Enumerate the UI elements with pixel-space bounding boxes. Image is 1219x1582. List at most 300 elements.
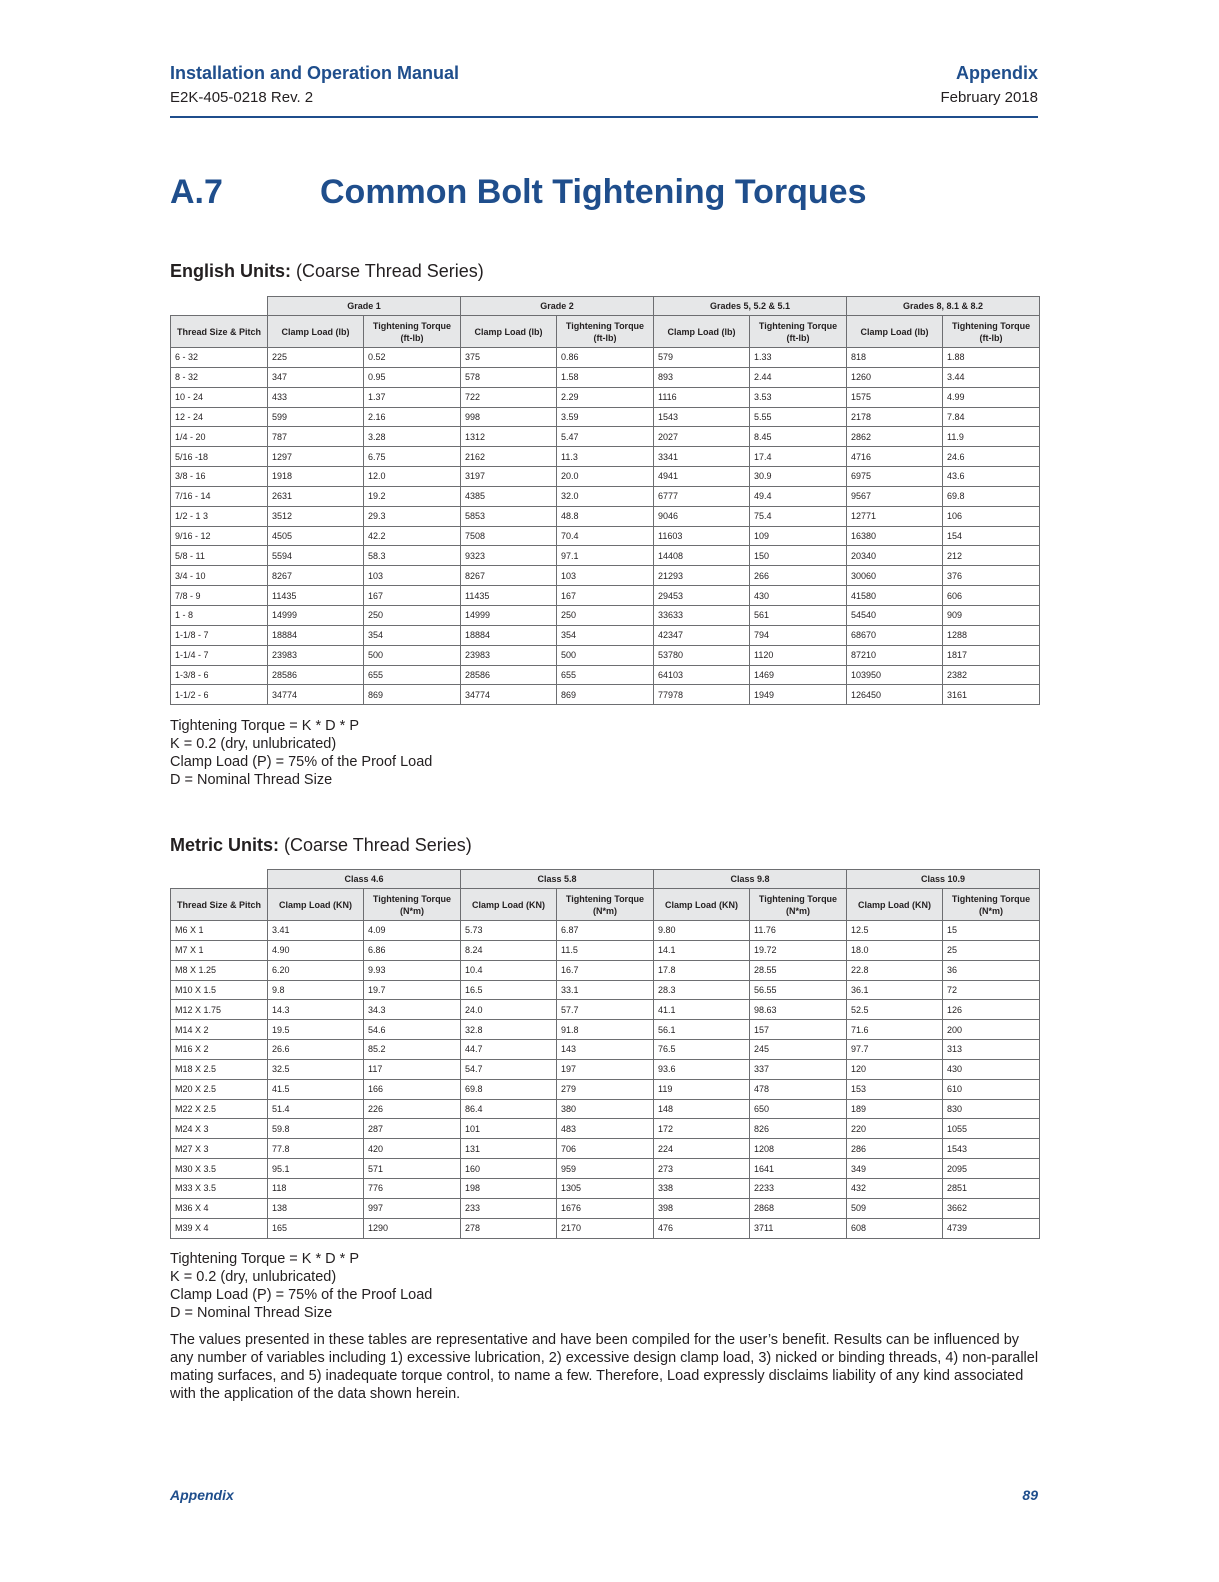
table-cell: 5.55 (750, 407, 847, 427)
table-cell: 20340 (847, 546, 943, 566)
thread-size-cell: M10 X 1.5 (171, 980, 268, 1000)
column-header: Tightening Torque (N*m) (750, 889, 847, 921)
table-cell: 86.4 (461, 1099, 557, 1119)
table-cell: 787 (268, 427, 364, 447)
table-cell: 58.3 (364, 546, 461, 566)
table-cell: 77.8 (268, 1139, 364, 1159)
table-cell: 1055 (943, 1119, 1040, 1139)
table-row (171, 940, 1040, 960)
table-cell: 9.80 (654, 921, 750, 941)
note-line: D = Nominal Thread Size (170, 1305, 333, 1321)
table-cell: 250 (364, 605, 461, 625)
table-cell: 8267 (461, 566, 557, 586)
table-cell: 500 (557, 645, 654, 665)
table-cell: 2170 (557, 1218, 654, 1238)
table-cell: 18884 (461, 625, 557, 645)
table-cell: 830 (943, 1099, 1040, 1119)
table-cell: 28586 (461, 665, 557, 685)
column-header: Clamp Load (lb) (268, 316, 364, 348)
table-cell: 28.55 (750, 960, 847, 980)
table-cell: 18884 (268, 625, 364, 645)
thread-size-cell: 1 - 8 (171, 605, 268, 625)
group-header: Grades 5, 5.2 & 5.1 (654, 297, 847, 316)
table-row (171, 921, 1040, 941)
table-cell: 36 (943, 960, 1040, 980)
table-cell: 4941 (654, 467, 750, 487)
table-cell: 338 (654, 1178, 750, 1198)
table-cell: 24.0 (461, 1000, 557, 1020)
table-cell: 224 (654, 1139, 750, 1159)
table-cell: 5.73 (461, 921, 557, 941)
table-cell: 5.47 (557, 427, 654, 447)
page-number: 89 (1022, 1487, 1038, 1503)
table-cell: 3.28 (364, 427, 461, 447)
column-header: Clamp Load (lb) (654, 316, 750, 348)
thread-size-cell: M33 X 3.5 (171, 1178, 268, 1198)
table-cell: 68670 (847, 625, 943, 645)
table-cell: 97.7 (847, 1040, 943, 1060)
thread-size-cell: M39 X 4 (171, 1218, 268, 1238)
table-row (171, 625, 1040, 645)
table-cell: 17.4 (750, 447, 847, 467)
table-cell: 375 (461, 348, 557, 368)
thread-size-cell: M27 X 3 (171, 1139, 268, 1159)
table-cell: 571 (364, 1159, 461, 1179)
table-cell: 26.6 (268, 1040, 364, 1060)
table-cell: 77978 (654, 685, 750, 705)
thread-size-cell: M36 X 4 (171, 1198, 268, 1218)
table-cell: 14408 (654, 546, 750, 566)
table-cell: 1817 (943, 645, 1040, 665)
thread-size-cell: 7/16 - 14 (171, 486, 268, 506)
table-cell: 41.5 (268, 1079, 364, 1099)
table-row (171, 387, 1040, 407)
table-cell: 869 (557, 685, 654, 705)
table-cell: 32.0 (557, 486, 654, 506)
thread-size-cell: M7 X 1 (171, 940, 268, 960)
table-cell: 101 (461, 1119, 557, 1139)
table-row (171, 605, 1040, 625)
table-cell: 826 (750, 1119, 847, 1139)
table-cell: 2631 (268, 486, 364, 506)
table-cell: 14999 (461, 605, 557, 625)
table-cell: 722 (461, 387, 557, 407)
table-cell: 2027 (654, 427, 750, 447)
table-cell: 1260 (847, 367, 943, 387)
english-heading-bold: English Units: (170, 261, 291, 281)
table-cell: 12.0 (364, 467, 461, 487)
table-cell: 0.86 (557, 348, 654, 368)
metric-heading-rest: (Coarse Thread Series) (279, 835, 472, 855)
table-cell: 3197 (461, 467, 557, 487)
table-cell: 347 (268, 367, 364, 387)
manual-title: Installation and Operation Manual (170, 63, 460, 83)
table-cell: 578 (461, 367, 557, 387)
table-cell: 650 (750, 1099, 847, 1119)
table-cell: 14999 (268, 605, 364, 625)
table-row (171, 1040, 1040, 1060)
table-cell: 22.8 (847, 960, 943, 980)
table-cell: 2868 (750, 1198, 847, 1218)
table-cell: 57.7 (557, 1000, 654, 1020)
table-cell: 1305 (557, 1178, 654, 1198)
table-cell: 430 (750, 586, 847, 606)
table-row (171, 447, 1040, 467)
group-header: Class 9.8 (654, 870, 847, 889)
table-cell: 41580 (847, 586, 943, 606)
table-cell: 7.84 (943, 407, 1040, 427)
table-cell: 34.3 (364, 1000, 461, 1020)
english-notes (170, 717, 432, 789)
table-cell: 1469 (750, 665, 847, 685)
column-header: Tightening Torque (N*m) (557, 889, 654, 921)
table-cell: 4505 (268, 526, 364, 546)
table-cell: 9046 (654, 506, 750, 526)
table-cell: 51.4 (268, 1099, 364, 1119)
table-cell: 14.3 (268, 1000, 364, 1020)
table-cell: 200 (943, 1020, 1040, 1040)
table-cell: 2162 (461, 447, 557, 467)
table-row (171, 1059, 1040, 1079)
table-cell: 2095 (943, 1159, 1040, 1179)
thread-size-cell: M18 X 2.5 (171, 1059, 268, 1079)
table-cell: 869 (364, 685, 461, 705)
table-cell: 69.8 (461, 1079, 557, 1099)
table-cell: 9567 (847, 486, 943, 506)
table-cell: 33.1 (557, 980, 654, 1000)
thread-size-cell: 1-1/2 - 6 (171, 685, 268, 705)
table-cell: 3.59 (557, 407, 654, 427)
table-cell: 30.9 (750, 467, 847, 487)
table-row (171, 1198, 1040, 1218)
table-cell: 87210 (847, 645, 943, 665)
table-cell: 2233 (750, 1178, 847, 1198)
thread-size-cell: 3/8 - 16 (171, 467, 268, 487)
table-cell: 11.76 (750, 921, 847, 941)
table-cell: 9.93 (364, 960, 461, 980)
table-cell: 286 (847, 1139, 943, 1159)
table-cell: 23983 (461, 645, 557, 665)
table-cell: 6975 (847, 467, 943, 487)
table-row (171, 1159, 1040, 1179)
table-cell: 4716 (847, 447, 943, 467)
table-cell: 3711 (750, 1218, 847, 1238)
table-cell: 103950 (847, 665, 943, 685)
table-cell: 8267 (268, 566, 364, 586)
table-cell: 189 (847, 1099, 943, 1119)
table-cell: 95.1 (268, 1159, 364, 1179)
thread-size-cell: 5/16 -18 (171, 447, 268, 467)
table-cell: 226 (364, 1099, 461, 1119)
thread-size-cell: 1-3/8 - 6 (171, 665, 268, 685)
table-cell: 9.8 (268, 980, 364, 1000)
table-cell: 233 (461, 1198, 557, 1218)
table-cell: 17.8 (654, 960, 750, 980)
table-cell: 42.2 (364, 526, 461, 546)
table-cell: 220 (847, 1119, 943, 1139)
table-cell: 53780 (654, 645, 750, 665)
note-line: K = 0.2 (dry, unlubricated) (170, 736, 337, 752)
table-row (171, 566, 1040, 586)
table-cell: 354 (557, 625, 654, 645)
table-cell: 706 (557, 1139, 654, 1159)
note-line: Clamp Load (P) = 75% of the Proof Load (170, 1287, 433, 1303)
table-cell: 29.3 (364, 506, 461, 526)
table-cell: 1918 (268, 467, 364, 487)
table-cell: 0.52 (364, 348, 461, 368)
table-cell: 4.09 (364, 921, 461, 941)
table-cell: 11603 (654, 526, 750, 546)
table-cell: 4385 (461, 486, 557, 506)
column-header: Clamp Load (KN) (461, 889, 557, 921)
table-cell: 3341 (654, 447, 750, 467)
table-cell: 167 (557, 586, 654, 606)
table-cell: 212 (943, 546, 1040, 566)
table-cell: 476 (654, 1218, 750, 1238)
table-cell: 15 (943, 921, 1040, 941)
table-cell: 166 (364, 1079, 461, 1099)
thread-size-cell: M6 X 1 (171, 921, 268, 941)
note-line: K = 0.2 (dry, unlubricated) (170, 1269, 337, 1285)
table-cell: 64103 (654, 665, 750, 685)
table-row (171, 1139, 1040, 1159)
table-cell: 376 (943, 566, 1040, 586)
table-cell: 1543 (654, 407, 750, 427)
table-cell: 266 (750, 566, 847, 586)
table-cell: 14.1 (654, 940, 750, 960)
group-header: Grade 1 (268, 297, 461, 316)
table-cell: 909 (943, 605, 1040, 625)
table-cell: 278 (461, 1218, 557, 1238)
thread-size-cell: M12 X 1.75 (171, 1000, 268, 1020)
table-cell: 1.37 (364, 387, 461, 407)
table-cell: 1543 (943, 1139, 1040, 1159)
table-cell: 998 (461, 407, 557, 427)
table-cell: 138 (268, 1198, 364, 1218)
table-cell: 197 (557, 1059, 654, 1079)
metric-notes (170, 1250, 432, 1322)
table-cell: 1676 (557, 1198, 654, 1218)
table-cell: 43.6 (943, 467, 1040, 487)
table-cell: 776 (364, 1178, 461, 1198)
english-units-heading (170, 261, 484, 282)
disclaimer-text: The values presented in these tables are representative and have been compiled for the user’s benefit. Results can be influenced by any number of variables including 1) excessive lubrication, 2) excessive design clamp load, 3) nicked or binding threads, 4) non-parallel mating surfaces, and 5) inadequate torque control, to name a few. Therefore, Load expressly disclaims liability of any kind associated with the application of the data shown herein. (170, 1332, 1039, 1402)
table-cell: 354 (364, 625, 461, 645)
table-row (171, 486, 1040, 506)
table-cell: 34774 (268, 685, 364, 705)
table-row (171, 546, 1040, 566)
column-header: Clamp Load (KN) (847, 889, 943, 921)
table-cell: 8.24 (461, 940, 557, 960)
note-line: Tightening Torque = K * D * P (170, 718, 360, 734)
column-header: Clamp Load (lb) (847, 316, 943, 348)
corner-cell (171, 297, 268, 316)
table-cell: 1116 (654, 387, 750, 407)
table-cell: 599 (268, 407, 364, 427)
table-cell: 44.7 (461, 1040, 557, 1060)
thread-size-cell: M14 X 2 (171, 1020, 268, 1040)
metric-units-heading (170, 835, 472, 856)
table-cell: 117 (364, 1059, 461, 1079)
table-cell: 56.1 (654, 1020, 750, 1040)
table-cell: 349 (847, 1159, 943, 1179)
table-cell: 21293 (654, 566, 750, 586)
note-line: Clamp Load (P) = 75% of the Proof Load (170, 754, 433, 770)
table-cell: 6777 (654, 486, 750, 506)
metric-heading-bold: Metric Units: (170, 835, 280, 855)
table-cell: 19.2 (364, 486, 461, 506)
corner-cell (171, 870, 268, 889)
column-header: Tightening Torque (N*m) (943, 889, 1040, 921)
table-cell: 118 (268, 1178, 364, 1198)
thread-size-cell: 1/2 - 1 3 (171, 506, 268, 526)
thread-size-cell: 3/4 - 10 (171, 566, 268, 586)
table-cell: 4.90 (268, 940, 364, 960)
table-cell: 70.4 (557, 526, 654, 546)
table-cell: 167 (364, 586, 461, 606)
table-cell: 2851 (943, 1178, 1040, 1198)
table-cell: 337 (750, 1059, 847, 1079)
thread-size-cell: 5/8 - 11 (171, 546, 268, 566)
table-cell: 420 (364, 1139, 461, 1159)
table-cell: 2.44 (750, 367, 847, 387)
thread-size-cell: M20 X 2.5 (171, 1079, 268, 1099)
table-cell: 85.2 (364, 1040, 461, 1060)
table-cell: 153 (847, 1079, 943, 1099)
footer-section: Appendix (170, 1487, 234, 1503)
table-cell: 1297 (268, 447, 364, 467)
table-cell: 18.0 (847, 940, 943, 960)
table-cell: 34774 (461, 685, 557, 705)
page-title: Common Bolt Tightening Torques (320, 173, 867, 211)
table-cell: 36.1 (847, 980, 943, 1000)
table-cell: 23983 (268, 645, 364, 665)
table-cell: 4739 (943, 1218, 1040, 1238)
table-cell: 32.5 (268, 1059, 364, 1079)
table-cell: 109 (750, 526, 847, 546)
table-cell: 16.7 (557, 960, 654, 980)
table-cell: 818 (847, 348, 943, 368)
header-section: Appendix (955, 63, 1038, 83)
table-cell: 3662 (943, 1198, 1040, 1218)
table-cell: 56.55 (750, 980, 847, 1000)
table-cell: 20.0 (557, 467, 654, 487)
table-cell: 893 (654, 367, 750, 387)
table-cell: 3.44 (943, 367, 1040, 387)
table-cell: 610 (943, 1079, 1040, 1099)
table-row (171, 1099, 1040, 1119)
table-cell: 24.6 (943, 447, 1040, 467)
table-cell: 59.8 (268, 1119, 364, 1139)
table-cell: 154 (943, 526, 1040, 546)
table-cell: 1120 (750, 645, 847, 665)
table-cell: 172 (654, 1119, 750, 1139)
table-cell: 76.5 (654, 1040, 750, 1060)
table-cell: 2178 (847, 407, 943, 427)
table-row (171, 526, 1040, 546)
table-row (171, 506, 1040, 526)
table-cell: 5594 (268, 546, 364, 566)
thread-size-cell: M30 X 3.5 (171, 1159, 268, 1179)
table-cell: 997 (364, 1198, 461, 1218)
header-date: February 2018 (940, 89, 1038, 106)
table-cell: 478 (750, 1079, 847, 1099)
table-cell: 432 (847, 1178, 943, 1198)
table-cell: 19.5 (268, 1020, 364, 1040)
table-cell: 509 (847, 1198, 943, 1218)
table-row (171, 1079, 1040, 1099)
table-cell: 2.29 (557, 387, 654, 407)
table-cell: 54.6 (364, 1020, 461, 1040)
table-row (171, 1178, 1040, 1198)
table-cell: 29453 (654, 586, 750, 606)
table-cell: 25 (943, 940, 1040, 960)
table-cell: 11435 (268, 586, 364, 606)
table-cell: 0.95 (364, 367, 461, 387)
table-cell: 1290 (364, 1218, 461, 1238)
column-header: Clamp Load (KN) (268, 889, 364, 921)
table-row (171, 427, 1040, 447)
table-cell: 655 (557, 665, 654, 685)
table-cell: 1641 (750, 1159, 847, 1179)
column-header: Clamp Load (KN) (654, 889, 750, 921)
table-cell: 3.53 (750, 387, 847, 407)
doc-number: E2K-405-0218 Rev. 2 (170, 89, 314, 106)
table-cell: 273 (654, 1159, 750, 1179)
table-cell: 12.5 (847, 921, 943, 941)
thread-size-cell: 1-1/4 - 7 (171, 645, 268, 665)
table-cell: 6.86 (364, 940, 461, 960)
table-cell: 106 (943, 506, 1040, 526)
table-row (171, 685, 1040, 705)
table-cell: 794 (750, 625, 847, 645)
metric-torque-table (170, 869, 1040, 1239)
table-row (171, 1218, 1040, 1238)
table-row (171, 467, 1040, 487)
column-header: Clamp Load (lb) (461, 316, 557, 348)
table-cell: 313 (943, 1040, 1040, 1060)
table-cell: 1.33 (750, 348, 847, 368)
table-cell: 279 (557, 1079, 654, 1099)
table-cell: 19.72 (750, 940, 847, 960)
table-cell: 3.41 (268, 921, 364, 941)
table-cell: 52.5 (847, 1000, 943, 1020)
table-cell: 2382 (943, 665, 1040, 685)
table-cell: 126450 (847, 685, 943, 705)
table-cell: 165 (268, 1218, 364, 1238)
table-cell: 150 (750, 546, 847, 566)
table-row (171, 665, 1040, 685)
table-cell: 75.4 (750, 506, 847, 526)
table-cell: 11.3 (557, 447, 654, 467)
table-cell: 1312 (461, 427, 557, 447)
thread-size-cell: M24 X 3 (171, 1119, 268, 1139)
table-cell: 131 (461, 1139, 557, 1159)
section-number: A.7 (170, 173, 223, 211)
table-cell: 1288 (943, 625, 1040, 645)
table-cell: 561 (750, 605, 847, 625)
header-divider (170, 116, 1038, 118)
thread-size-cell: 1-1/8 - 7 (171, 625, 268, 645)
table-cell: 959 (557, 1159, 654, 1179)
group-header: Class 4.6 (268, 870, 461, 889)
column-header: Tightening Torque (ft-lb) (943, 316, 1040, 348)
table-cell: 483 (557, 1119, 654, 1139)
english-torque-table (170, 296, 1040, 705)
table-cell: 1.88 (943, 348, 1040, 368)
table-row (171, 1020, 1040, 1040)
table-cell: 7508 (461, 526, 557, 546)
